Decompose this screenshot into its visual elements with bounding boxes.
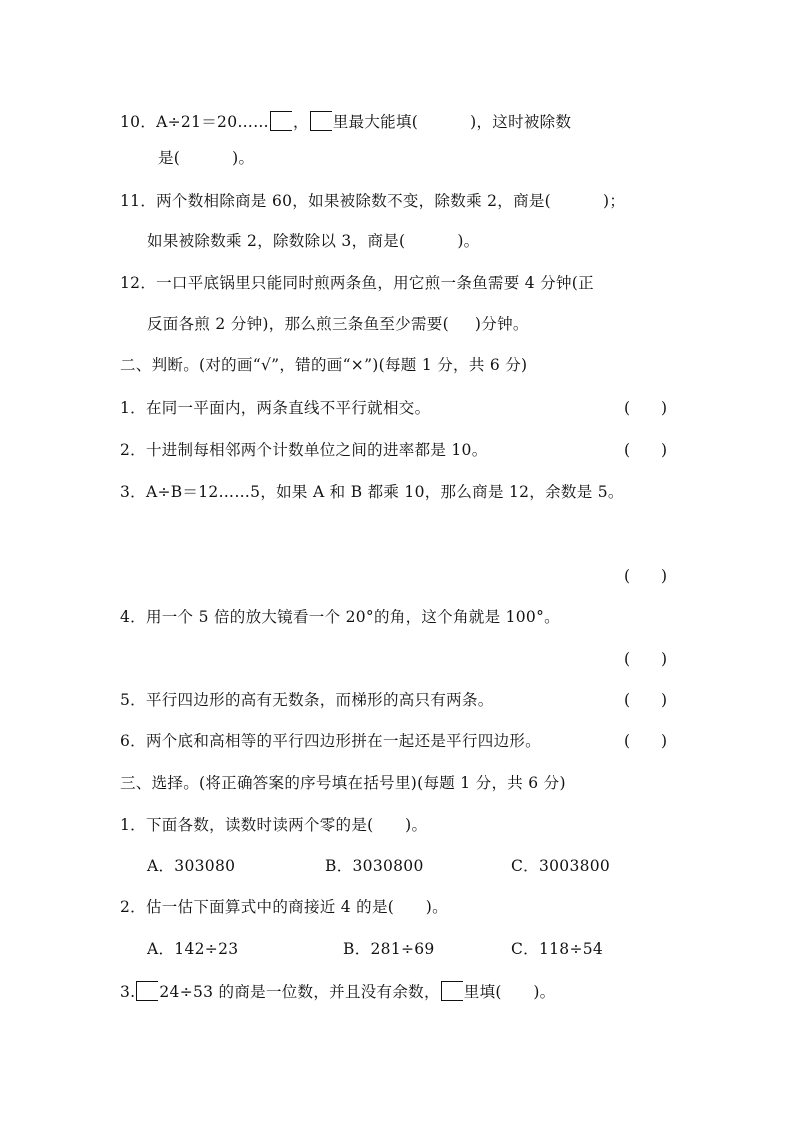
choice-q2-option-b[interactable]: B．281÷69	[343, 940, 435, 958]
section-choice-heading: 三、选择。(将正确答案的序号填在括号里)(每题 1 分，共 6 分)	[120, 774, 566, 792]
question-11-line-1	[120, 191, 625, 211]
question-number: 12．	[120, 274, 157, 292]
judge-item-2: 2．十进制每相邻两个计数单位之间的进率都是 10。	[120, 441, 488, 459]
digit-box[interactable]	[136, 981, 158, 1001]
judge-answer-paren-2[interactable]: ( )	[624, 441, 668, 459]
equation-text: A÷21＝20……	[156, 113, 269, 131]
choice-q2-option-c[interactable]: C．118÷54	[511, 940, 604, 958]
judge-answer-paren-1[interactable]: ( )	[624, 399, 668, 417]
question-text: 里最大能填(	[332, 113, 419, 131]
judge-item-5: 5．平行四边形的高有无数条，而梯形的高只有两条。	[120, 691, 494, 709]
question-text: 里填( )。	[463, 983, 556, 1001]
judge-item-1: 1．在同一平面内，两条直线不平行就相交。	[120, 399, 431, 417]
judge-answer-paren-4[interactable]: ( )	[624, 650, 668, 668]
question-text: )分钟。	[474, 315, 529, 333]
choice-q1-option-a[interactable]: A．303080	[147, 857, 236, 875]
question-10-line-2	[158, 148, 254, 168]
judge-item-3: 3．A÷B＝12……5，如果 A 和 B 都乘 10，那么商是 12，余数是 5。	[120, 483, 624, 501]
question-text: )，这时被除数	[470, 113, 572, 131]
comma: ，	[292, 113, 309, 131]
reference-box	[441, 981, 463, 1001]
judge-item-6: 6．两个底和高相等的平行四边形拼在一起还是平行四边形。	[120, 732, 541, 750]
question-10-line-1	[120, 111, 571, 132]
question-text: 24÷53 的商是一位数，并且没有余数，	[159, 983, 440, 1001]
question-text: 如果被除数乘 2，除数除以 3，商是(	[147, 232, 406, 250]
choice-q1-option-c[interactable]: C．3003800	[511, 857, 611, 875]
choice-question-2: 2．估一估下面算式中的商接近 4 的是( )。	[120, 898, 448, 916]
section-judge-heading: 二、判断。(对的画“√”，错的画“×”)(每题 1 分，共 6 分)	[120, 356, 528, 374]
choice-question-3	[120, 981, 555, 1002]
reference-box	[310, 111, 332, 131]
judge-item-4: 4．用一个 5 倍的放大镜看一个 20°的角，这个角就是 100°。	[120, 608, 560, 626]
question-text: 反面各煎 2 分钟)，那么煎三条鱼至少需要(	[147, 315, 449, 333]
question-12-line-2	[147, 314, 529, 334]
judge-answer-paren-6[interactable]: ( )	[624, 732, 668, 750]
question-text: 一口平底锅里只能同时煎两条鱼，用它煎一条鱼需要 4 分钟(正	[156, 274, 594, 292]
question-text: )。	[457, 232, 480, 250]
question-text: )。	[232, 149, 255, 167]
question-number: 3.	[120, 983, 136, 1001]
question-12-line-1	[120, 273, 594, 293]
choice-question-1: 1．下面各数，读数时读两个零的是( )。	[120, 816, 428, 834]
question-number: 10．	[120, 113, 157, 131]
remainder-box[interactable]	[270, 111, 292, 131]
question-text: 两个数相除商是 60，如果被除数不变，除数乘 2，商是(	[156, 192, 552, 210]
choice-q1-option-b[interactable]: B．3030800	[325, 857, 424, 875]
question-text: 是(	[158, 149, 181, 167]
question-11-line-2	[147, 231, 479, 251]
judge-answer-paren-5[interactable]: ( )	[624, 691, 668, 709]
judge-answer-paren-3[interactable]: ( )	[624, 567, 668, 585]
choice-q2-option-a[interactable]: A．142÷23	[147, 940, 239, 958]
question-text: )；	[603, 192, 626, 210]
question-number: 11．	[120, 192, 157, 210]
